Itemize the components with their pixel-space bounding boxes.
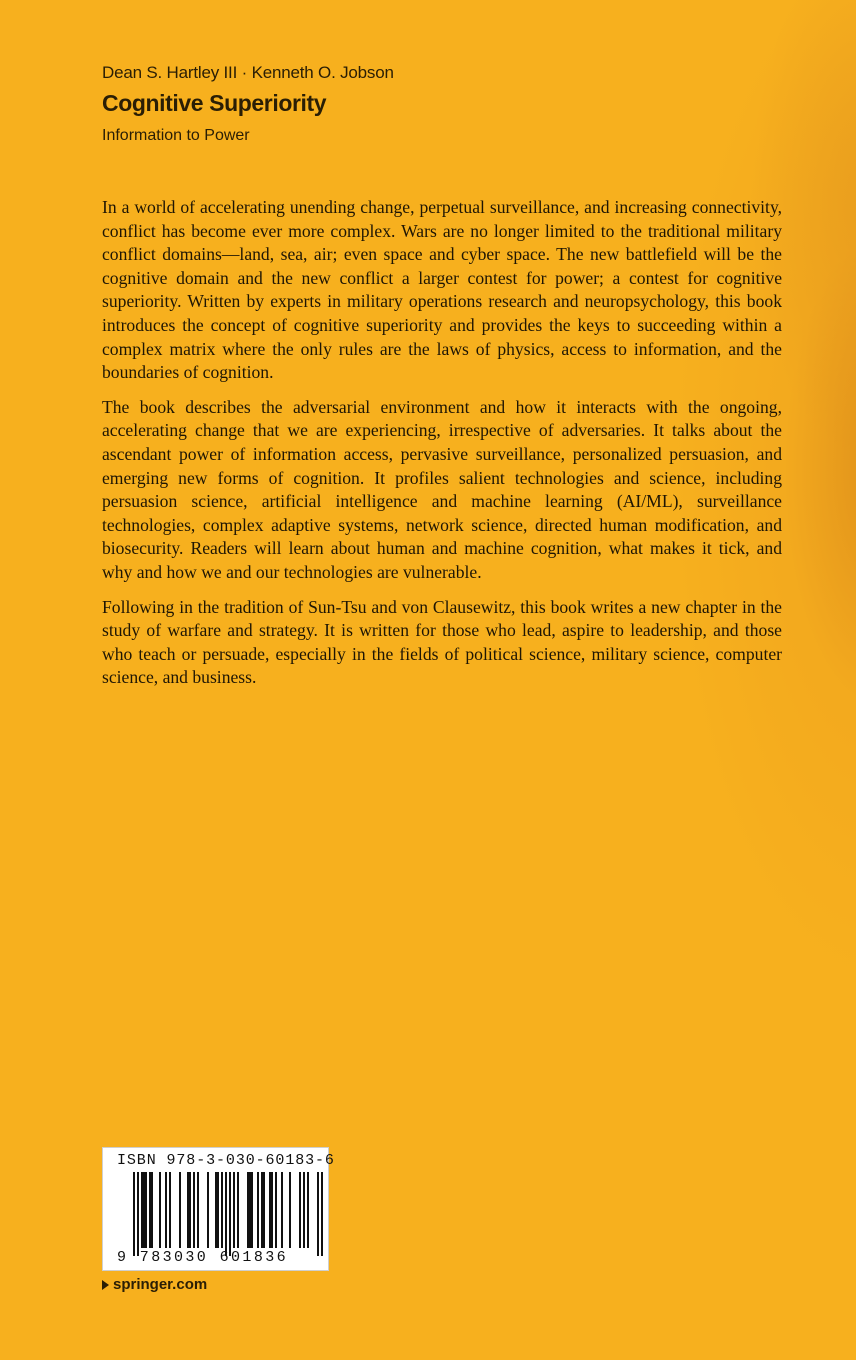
barcode-bar [141, 1172, 143, 1248]
barcode-bar [217, 1172, 219, 1248]
barcode-digits: 9 783030 601836 [117, 1249, 289, 1266]
barcode-bar [271, 1172, 273, 1248]
barcode-bar [179, 1172, 181, 1248]
barcode-guard-bar [229, 1172, 231, 1256]
barcode-bar [299, 1172, 301, 1248]
barcode-bar [159, 1172, 161, 1248]
barcode-guard-bar [321, 1172, 323, 1256]
arrow-right-icon [102, 1280, 109, 1290]
barcode-bar [149, 1172, 151, 1248]
barcode-bar [261, 1172, 263, 1248]
book-authors: Dean S. Hartley III · Kenneth O. Jobson [102, 63, 394, 82]
barcode-bar [275, 1172, 277, 1248]
barcode-bar [187, 1172, 189, 1248]
barcode-bar [307, 1172, 309, 1248]
barcode-guard-bar [133, 1172, 135, 1256]
barcode-bar [263, 1172, 265, 1248]
barcode-bar [281, 1172, 283, 1248]
blurb-paragraph-3: Following in the tradition of Sun-Tsu and von Clausewitz, this book writes a new chapter in the study of warfare and strategy. It is written for those who lead, aspire to leadership, and those who teach or persuade, especially in the fields of political science, military science, computer science, and business. [102, 596, 782, 688]
barcode-bar [289, 1172, 291, 1248]
isbn-label: ISBN 978-3-030-60183-6 [117, 1152, 335, 1169]
barcode-bar [303, 1172, 305, 1248]
barcode-bar [151, 1172, 153, 1248]
barcode-bar [143, 1172, 145, 1248]
barcode-bar [169, 1172, 171, 1248]
barcode-bar [197, 1172, 199, 1248]
barcode-bar [145, 1172, 147, 1248]
barcode-bar [207, 1172, 209, 1248]
barcode-bar [233, 1172, 235, 1248]
barcode-bar [247, 1172, 249, 1248]
barcode-bar [249, 1172, 251, 1248]
book-title: Cognitive Superiority [102, 90, 327, 116]
barcode-bar [215, 1172, 217, 1248]
barcode-guard-bar [225, 1172, 227, 1256]
book-subtitle: Information to Power [102, 127, 250, 144]
blurb-paragraph-2: The book describes the adversarial environment and how it interacts with the ongoing, accelerating change that we are experiencing, irrespective of adversaries. It talks about the ascendant power of information access, pervasive surveillance, personalized persuasion, and emerging new forms of cognition. It profiles salient technologies and science, including persuasion science, artificial intelligence and machine learning (AI/ML), surveillance technologies, complex adaptive systems, network science, directed human modification, and biosecurity. Readers will learn about human and machine cognition, what makes it tick, and why and how we and our technologies are vulnerable. [102, 396, 782, 582]
barcode-bar [221, 1172, 223, 1248]
blurb-text [102, 196, 782, 701]
barcode-bar [251, 1172, 253, 1248]
isbn-barcode-box [102, 1147, 335, 1271]
barcode-bar [189, 1172, 191, 1248]
publisher-link[interactable] [102, 1276, 207, 1293]
barcode-bar [257, 1172, 259, 1248]
barcode-bar [193, 1172, 195, 1248]
barcode-bar [165, 1172, 167, 1248]
barcode-bar [237, 1172, 239, 1248]
barcode-guard-bar [317, 1172, 319, 1256]
blurb-paragraph-1: In a world of accelerating unending change, perpetual surveillance, and increasing connectivity, conflict has become ever more complex. Wars are no longer limited to the traditional military conflict domains—land, sea, air; even space and cyber space. The new battlefield will be the cognitive domain and the new conflict a larger contest for power; a contest for cognitive superiority. Written by experts in military operations research and neuropsychology, this book introduces the concept of cognitive superiority and provides the keys to succeeding within a complex matrix where the only rules are the laws of physics, access to information, and the boundaries of cognition. [102, 197, 782, 383]
publisher-url: springer.com [113, 1276, 208, 1293]
barcode-bar [269, 1172, 271, 1248]
barcode-guard-bar [137, 1172, 139, 1256]
